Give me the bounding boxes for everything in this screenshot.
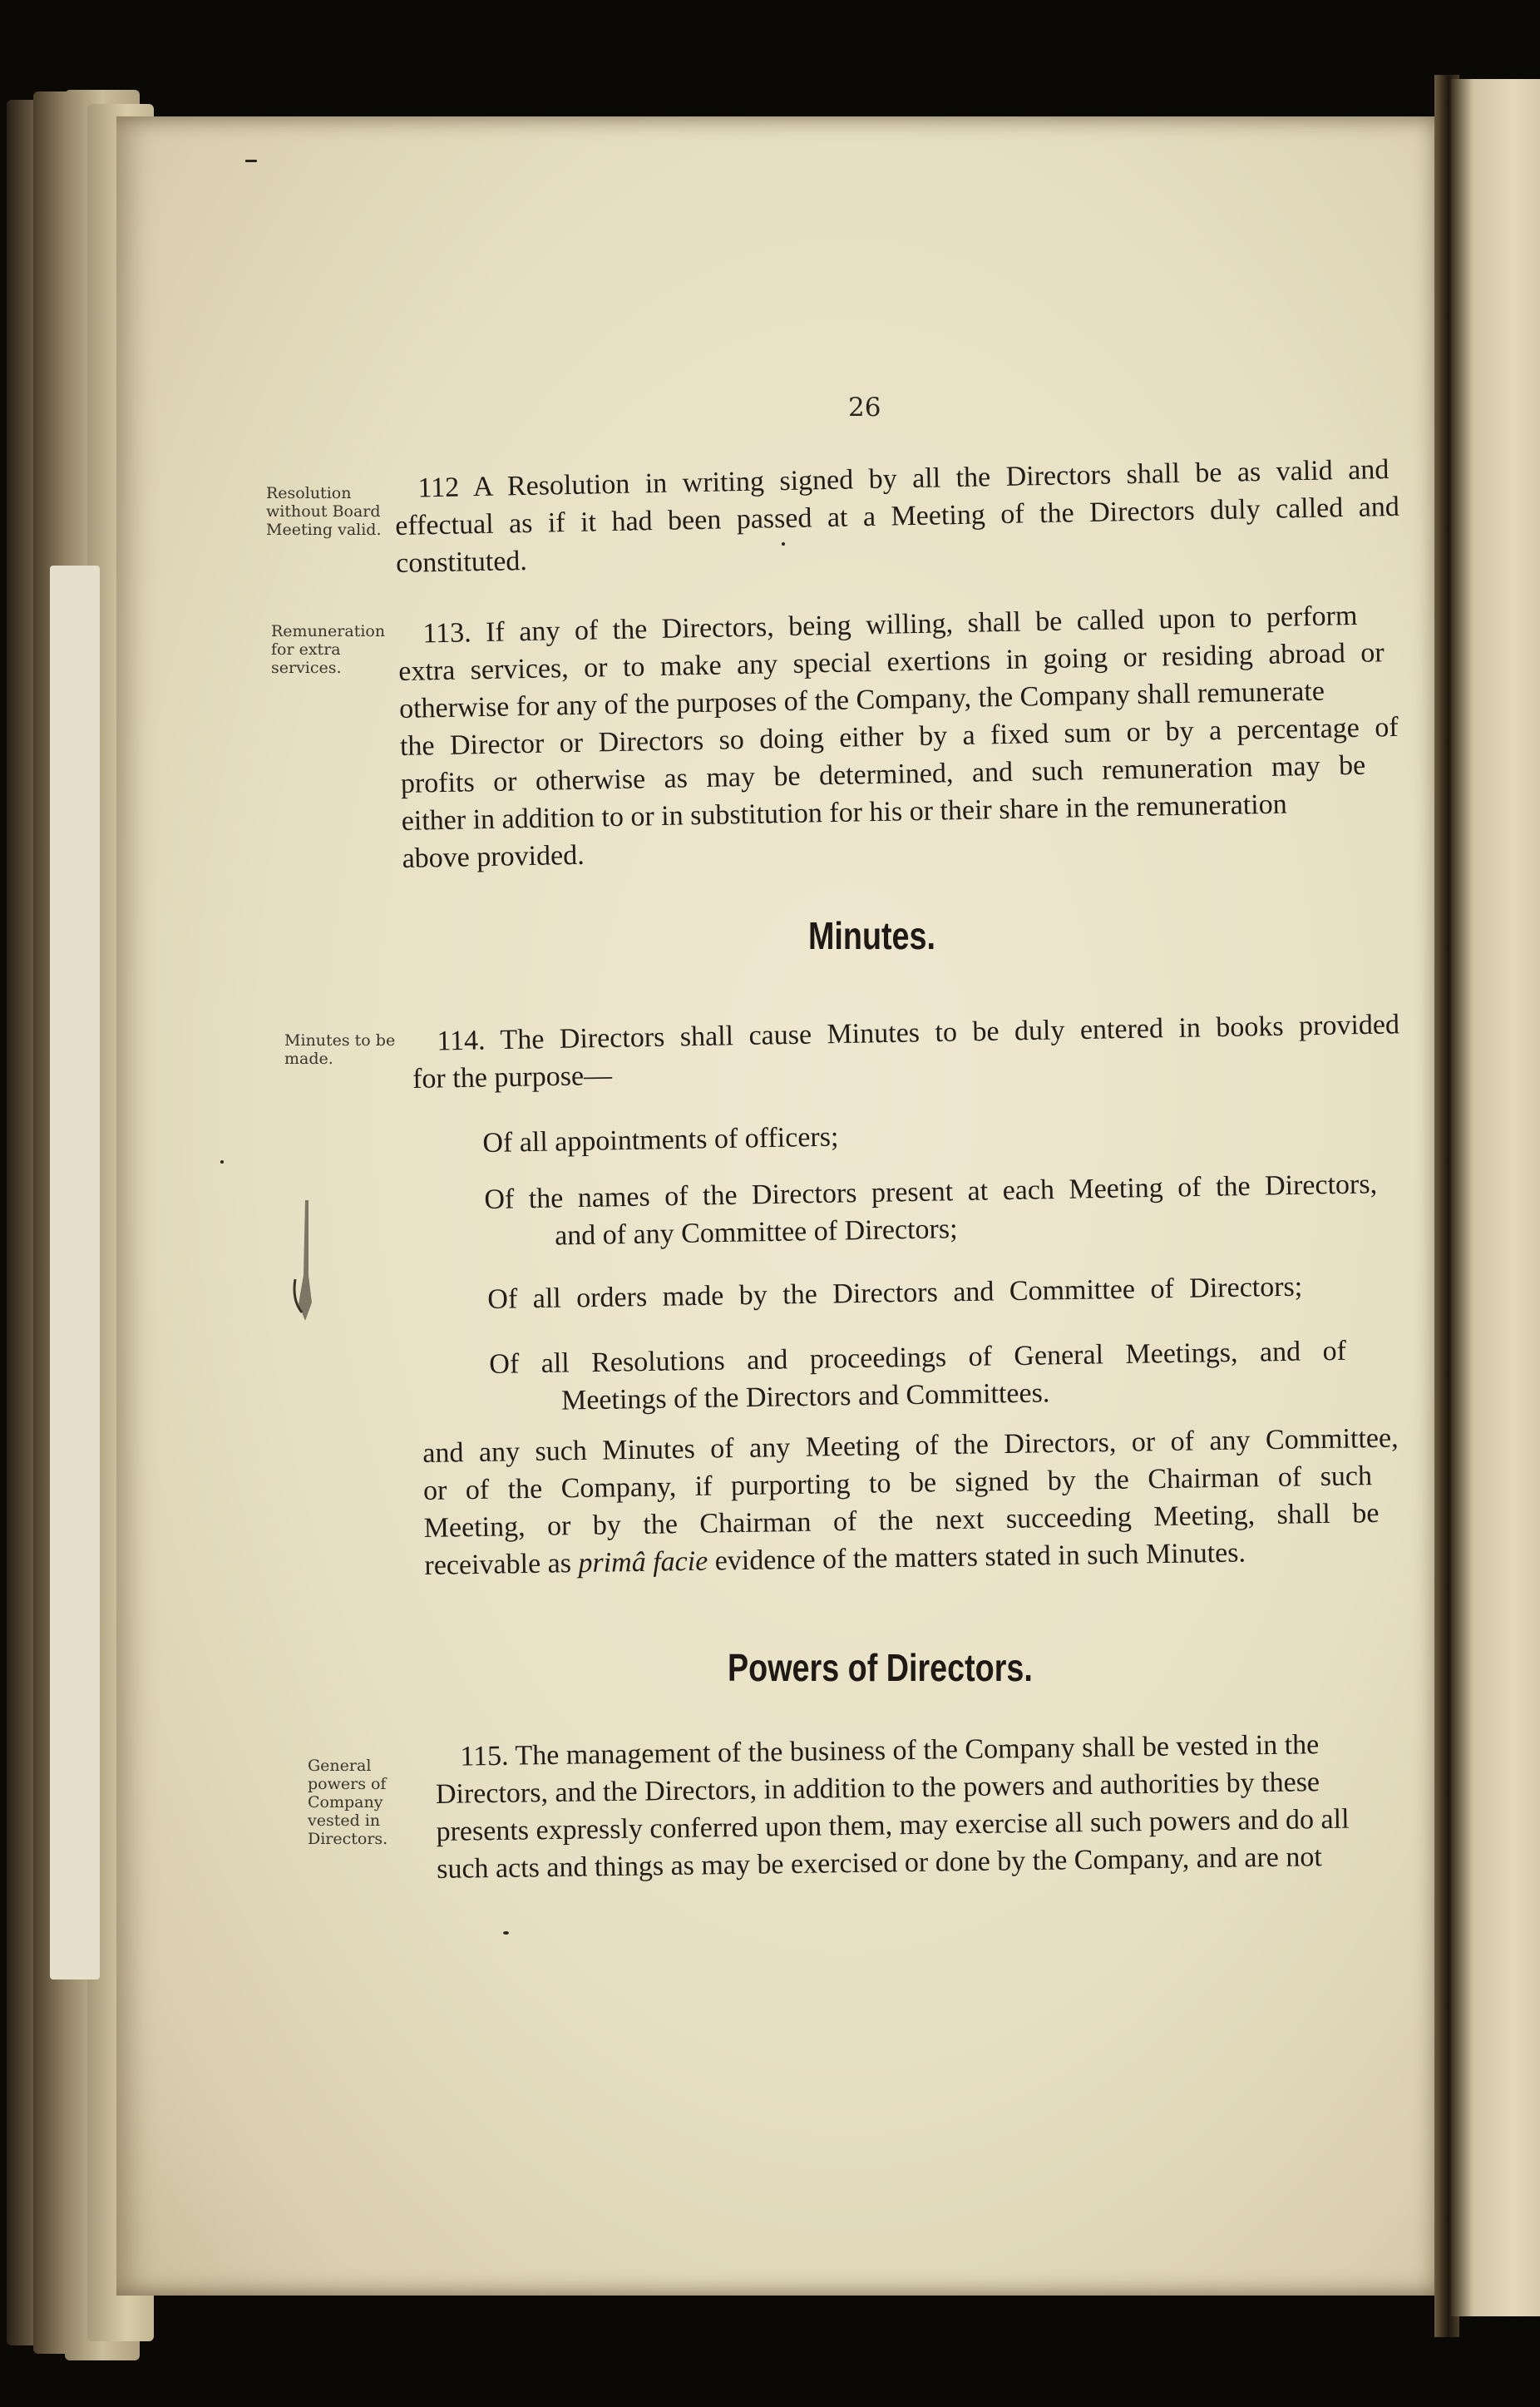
heading-powers-of-directors: Powers of Directors. (728, 1646, 1033, 1689)
section-112 (394, 451, 1400, 582)
margin-note-112: Resolution without Board Meeting valid. (266, 484, 382, 539)
margin-note-114: Minutes to be made. (284, 1031, 396, 1068)
text-line: the Director or Directors so doing either by a fixed sum or by a percentage of (399, 711, 1399, 762)
inserted-paper-slip (50, 566, 100, 1979)
text-line: Meetings of the Directors and Committees. (560, 1377, 1050, 1416)
text-line: and of any Committee of Directors; (554, 1213, 958, 1252)
heading-minutes: Minutes. (808, 914, 935, 957)
text-line: or of the Company, if purporting to be signed by the Chairman of such (422, 1461, 1373, 1506)
text-line: 112 A Resolution in writing signed by all the Directors shall be as valid and (417, 454, 1389, 504)
text-line: 113. If any of the Directors, being willing, shall be called upon to perform (422, 600, 1358, 650)
text-line: Of the names of the Directors present at each Meeting of the Directors, (484, 1169, 1378, 1215)
text-line: extra services, or to make any special exertions in going or residing abroad or (397, 637, 1385, 687)
text-line: constituted. (395, 545, 528, 579)
ink-speck (220, 1160, 224, 1164)
ink-speck (503, 1931, 509, 1935)
text-line: 115. The management of the business of the Company shall be vested in the (460, 1729, 1320, 1772)
margin-note-115: General powers of Company vested in Directors. (308, 1757, 388, 1848)
ink-speck (245, 160, 257, 162)
section-113 (397, 596, 1401, 877)
text-line: effectual as if it had been passed at a Meeting of the Directors duly called and (394, 491, 1400, 541)
facing-page-edge (1451, 79, 1540, 2316)
margin-note-113: Remuneration for extra services. (271, 622, 386, 677)
text-fragment: receivable as (424, 1548, 579, 1581)
minutes-item (484, 1165, 1378, 1256)
text-line: Of all Resolutions and proceedings of General Meetings, and of (489, 1335, 1347, 1380)
page-number: 26 (848, 393, 881, 423)
minutes-item (489, 1332, 1347, 1421)
pin-mark-icon (287, 1196, 320, 1321)
text-line: presents expressly conferred upon them, may exercise all such powers and do all (436, 1803, 1350, 1847)
text-line: Of all appointments of officers; (482, 1121, 839, 1159)
text-line: Directors, and the Directors, in addition to the powers and authorities by these (435, 1767, 1320, 1810)
text-line: and any such Minutes of any Meeting of the Directors, or of any Committee, (422, 1422, 1399, 1469)
minutes-item (482, 1119, 839, 1162)
text-line: for the purpose— (412, 1060, 613, 1095)
text-fragment: evidence of the matters stated in such Minutes. (707, 1537, 1246, 1577)
text-line: either in addition to or in substitution for his or their share in the remuneration (401, 788, 1288, 837)
text-line: Of all orders made by the Directors and Committee of Directors; (487, 1271, 1303, 1315)
text-line: profits or otherwise as may be determined, and such remuneration may be (400, 749, 1366, 799)
text-line: 114. The Directors shall cause Minutes to be duly entered in books provided (437, 1009, 1400, 1057)
text-line: Meeting, or by the Chairman of the next succeeding Meeting, shall be (423, 1497, 1380, 1544)
section-115 (435, 1726, 1350, 1888)
text-line: otherwise for any of the purposes of the Company, the Company shall remunerate (398, 675, 1325, 724)
italic-phrase: primâ facie (578, 1545, 708, 1579)
text-line: above provided. (402, 839, 585, 874)
text-line: such acts and things as may be exercised or done by the Company, and are not (436, 1841, 1323, 1885)
minutes-closing (422, 1420, 1400, 1584)
